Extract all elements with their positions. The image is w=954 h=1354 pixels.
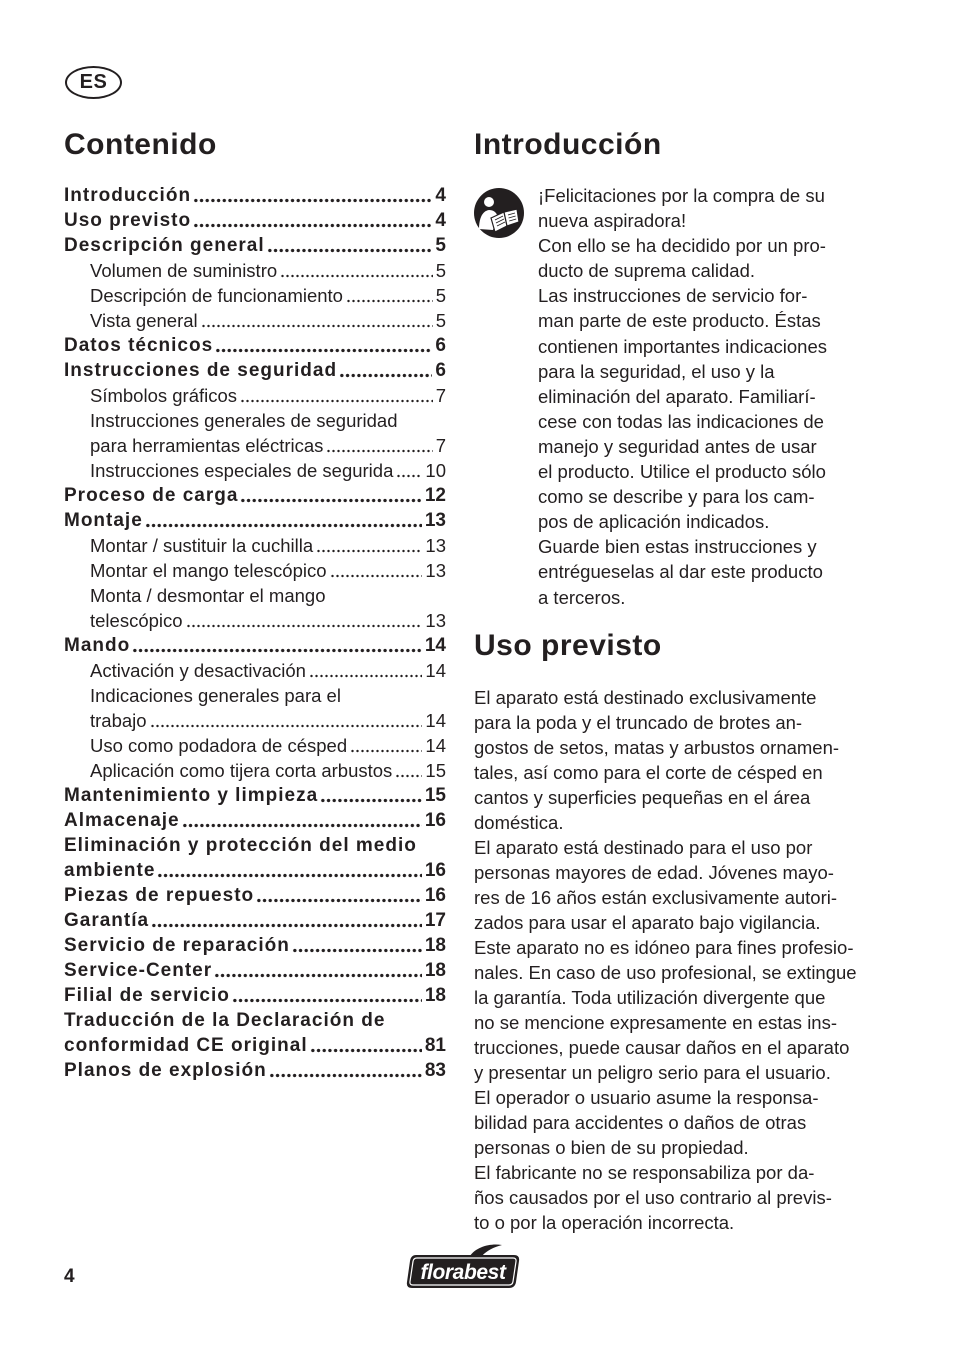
toc-entry-title: Activación y desactivación — [90, 660, 306, 681]
toc-entry-page: 5 — [435, 260, 446, 281]
toc-line — [64, 933, 446, 958]
toc-line — [64, 558, 446, 583]
text-line: El operador o usuario asume la responsa- — [474, 1087, 819, 1108]
page-number: 4 — [64, 1266, 75, 1287]
text-line: ños causados por el uso contrario al previs- — [474, 1187, 832, 1208]
toc-line — [64, 333, 446, 358]
toc-entry-title: Volumen de suministro — [90, 260, 278, 281]
text-line: no se mencione expresamente en estas ins- — [474, 1012, 838, 1033]
toc-subentry — [64, 683, 446, 733]
toc-entry-page: 16 — [424, 885, 446, 906]
toc-entry — [64, 333, 446, 358]
read-instructions-icon — [473, 185, 525, 241]
toc-line — [64, 683, 446, 708]
toc-entry-title: Mando — [64, 635, 131, 656]
toc-subentry — [64, 258, 446, 283]
text-line: para la seguridad, el uso y la — [538, 360, 775, 382]
toc-line — [64, 408, 446, 433]
toc-line — [64, 833, 446, 858]
leader-dots — [346, 283, 433, 308]
toc-entry-title: Instrucciones generales de seguridad — [90, 410, 398, 431]
text-line: la garantía. Toda utilización divergente que — [474, 987, 826, 1008]
leader-dots — [193, 183, 432, 208]
toc-entry-page: 4 — [435, 185, 446, 206]
toc-entry-page: 13 — [425, 535, 446, 556]
toc-entry-title: Vista general — [90, 310, 198, 331]
text-line: nueva aspiradora! — [538, 210, 687, 232]
toc-line — [64, 733, 446, 758]
toc-entry-title: Piezas de repuesto — [64, 885, 255, 906]
leader-dots — [132, 633, 422, 658]
icon-reader-head — [484, 197, 494, 207]
text-line: man parte de este producto. Éstas — [538, 310, 821, 332]
text-line: nales. En caso de uso profesional, se extingue — [474, 962, 857, 983]
toc-entry-page: 4 — [435, 210, 446, 231]
leader-dots — [232, 983, 422, 1008]
toc-entry-page: 83 — [424, 1060, 446, 1081]
text-line: pos de aplicación indicados. — [538, 511, 770, 533]
toc-entry — [64, 908, 446, 933]
toc-entry-title: Aplicación como tijera corta arbustos — [90, 760, 393, 781]
toc-entry-title: Planos de explosión — [64, 1060, 267, 1081]
text-line: El aparato está destinado para el uso por — [474, 837, 813, 858]
toc-subentry — [64, 758, 446, 783]
toc-entry-title: Monta / desmontar el mango — [90, 585, 326, 606]
toc-line — [64, 458, 446, 483]
toc-subentry — [64, 408, 446, 458]
text-line: cese con todas las indicaciones de — [538, 410, 824, 432]
text-line: to o por la operación incorrecta. — [474, 1212, 735, 1233]
toc-line — [64, 958, 446, 983]
toc-line — [64, 508, 446, 533]
toc-line — [64, 533, 446, 558]
toc-line — [64, 808, 446, 833]
toc-entry-title: Proceso de carga — [64, 485, 239, 506]
toc-entry-page: 5 — [435, 235, 446, 256]
text-line: el producto. Utilice el producto sólo — [538, 461, 826, 483]
toc-line — [64, 1058, 446, 1083]
toc-entry-page: 13 — [425, 560, 446, 581]
toc-entry-title: Instrucciones especiales de segurida — [90, 460, 394, 481]
leader-dots — [240, 383, 433, 408]
text-line: ¡Felicitaciones por la compra de su — [538, 185, 825, 206]
toc-entry-page: 13 — [425, 610, 446, 631]
text-line: personas o bien de su propiedad. — [474, 1137, 749, 1158]
toc-entry-title: Montar el mango telescópico — [90, 560, 327, 581]
leader-dots — [151, 908, 422, 933]
leader-dots — [267, 233, 433, 258]
toc-entry-title: Símbolos gráficos — [90, 385, 238, 406]
toc-entry-title: Instrucciones de seguridad — [64, 360, 338, 381]
toc-entry-page: 14 — [425, 660, 446, 681]
text-line: entrégueselas al dar este producto — [538, 561, 823, 583]
text-line: Las instrucciones de servicio for- — [538, 285, 808, 307]
leader-dots — [292, 933, 422, 958]
toc-subentry — [64, 658, 446, 683]
toc-entry-page: 6 — [435, 360, 446, 381]
text-line: zados para usar el aparato bajo vigilancia. — [474, 912, 821, 933]
toc-entry — [64, 183, 446, 208]
toc-line — [64, 583, 446, 608]
toc-entry — [64, 958, 446, 983]
toc-line — [64, 283, 446, 308]
toc-line — [64, 483, 446, 508]
intended-use-text — [474, 685, 857, 1235]
toc-subentry — [64, 308, 446, 333]
toc-line — [64, 608, 446, 633]
toc-entry-page: 18 — [424, 935, 446, 956]
toc-entry — [64, 233, 446, 258]
toc-entry — [64, 358, 446, 383]
toc-entry-title: Descripción de funcionamiento — [90, 285, 343, 306]
leader-dots — [201, 308, 433, 333]
leader-dots — [193, 208, 432, 233]
text-line: manejo y seguridad antes de usar — [538, 435, 817, 457]
toc-subentry — [64, 558, 446, 583]
toc-line — [64, 758, 446, 783]
toc-entry-page: 6 — [435, 335, 446, 356]
toc-line — [64, 883, 446, 908]
toc-entry — [64, 1058, 446, 1083]
leader-dots — [316, 533, 422, 558]
toc-entry — [64, 508, 446, 533]
toc-entry — [64, 633, 446, 658]
toc-entry-title: Servicio de reparación — [64, 935, 290, 956]
text-line: bilidad para accidentes o daños de otras — [474, 1112, 807, 1133]
toc-entry-page: 17 — [424, 910, 446, 931]
leader-dots — [310, 1033, 422, 1058]
leader-dots — [396, 458, 422, 483]
leader-dots — [395, 758, 422, 783]
toc-entry-page: 7 — [435, 385, 446, 406]
leader-dots — [150, 708, 423, 733]
text-line: Este aparato no es idóneo para fines profesio- — [474, 937, 854, 958]
toc-entry-title: Indicaciones generales para el — [90, 685, 341, 706]
leader-dots — [309, 658, 422, 683]
toc-entry — [64, 483, 446, 508]
toc-entry-page: 10 — [425, 460, 446, 481]
toc-line — [64, 258, 446, 283]
toc-entry — [64, 808, 446, 833]
toc-entry-title-continued: conformidad CE original — [64, 1035, 308, 1056]
leader-dots — [320, 783, 422, 808]
text-line: eliminación del aparato. Familiarí- — [538, 385, 816, 407]
toc-entry-page: 15 — [424, 785, 446, 806]
toc-entry-page: 16 — [424, 860, 446, 881]
leader-dots — [145, 508, 422, 533]
leader-dots — [186, 608, 423, 633]
toc-entry-title: Filial de servicio — [64, 985, 230, 1006]
leader-dots — [240, 483, 421, 508]
toc-line — [64, 783, 446, 808]
toc-entry-page: 18 — [424, 985, 446, 1006]
leader-dots — [256, 883, 422, 908]
text-line: tales, así como para el corte de césped en — [474, 762, 823, 783]
toc-subentry — [64, 733, 446, 758]
toc-line — [64, 1033, 446, 1058]
toc-entry-title: Service-Center — [64, 960, 213, 981]
text-line: a terceros. — [538, 586, 626, 608]
text-line: cantos y superficies pequeñas en el área — [474, 787, 811, 808]
toc-entry-title: Descripción general — [64, 235, 265, 256]
toc-entry — [64, 783, 446, 808]
toc-line — [64, 233, 446, 258]
toc-entry-title: Garantía — [64, 910, 150, 931]
text-line: El aparato está destinado exclusivamente — [474, 687, 817, 708]
toc-entry-title-continued: para herramientas eléctricas — [90, 435, 324, 456]
text-line: para la poda y el truncado de brotes an- — [474, 712, 803, 733]
toc-entry-title: Datos técnicos — [64, 335, 214, 356]
toc-entry-title: Montaje — [64, 510, 143, 531]
text-line: El fabricante no se responsabiliza por da- — [474, 1162, 815, 1183]
toc-entry-page: 13 — [424, 510, 446, 531]
logo-leaf — [470, 1244, 502, 1256]
leader-dots — [330, 558, 423, 583]
toc-line — [64, 208, 446, 233]
toc-entry-title-continued: telescópico — [90, 610, 183, 631]
toc-entry — [64, 983, 446, 1008]
toc-line — [64, 633, 446, 658]
toc-line — [64, 433, 446, 458]
toc-line — [64, 308, 446, 333]
toc-entry — [64, 833, 446, 883]
toc-line — [64, 383, 446, 408]
text-line: res de 16 años están exclusivamente autori- — [474, 887, 838, 908]
logo-wordmark: florabest — [420, 1261, 506, 1284]
leader-dots — [280, 258, 433, 283]
toc-entry-title: Uso como podadora de césped — [90, 735, 348, 756]
text-line: trucciones, puede causar daños en el aparato — [474, 1037, 850, 1058]
leader-dots — [182, 808, 422, 833]
text-line: ducto de suprema calidad. — [538, 260, 755, 282]
toc-line — [64, 983, 446, 1008]
language-badge: ES — [65, 66, 122, 99]
toc-entry-page: 7 — [435, 435, 446, 456]
toc-line — [64, 858, 446, 883]
text-line: contienen importantes indicaciones — [538, 335, 827, 357]
text-line: doméstica. — [474, 812, 564, 833]
toc-entry-page: 14 — [424, 635, 446, 656]
leader-dots — [339, 358, 432, 383]
toc-entry — [64, 933, 446, 958]
text-line: gostos de setos, matas y arbustos ornamen- — [474, 737, 840, 758]
toc-entry-title: Montar / sustituir la cuchilla — [90, 535, 314, 556]
toc-line — [64, 708, 446, 733]
toc-entry-title: Uso previsto — [64, 210, 192, 231]
toc-subentry — [64, 283, 446, 308]
text-line: como se describe y para los cam- — [538, 486, 815, 508]
toc-line — [64, 183, 446, 208]
leader-dots — [214, 958, 422, 983]
toc-entry-page: 16 — [424, 810, 446, 831]
toc-entry-title: Traducción de la Declaración de — [64, 1010, 386, 1031]
leader-dots — [350, 733, 422, 758]
toc-entry-title: Eliminación y protección del medio — [64, 835, 417, 856]
leader-dots — [215, 333, 432, 358]
leader-dots — [326, 433, 432, 458]
toc-entry — [64, 883, 446, 908]
toc-entry-title-continued: trabajo — [90, 710, 147, 731]
toc-subentry — [64, 458, 446, 483]
text-line: y presentar un peligro serio para el usuario. — [474, 1062, 831, 1083]
intended-use-heading: Uso previsto — [474, 629, 662, 662]
toc-entry-page: 81 — [424, 1035, 446, 1056]
toc-entry-title: Introducción — [64, 185, 192, 206]
toc-entry-page: 15 — [425, 760, 446, 781]
toc-entry-title-continued: ambiente — [64, 860, 156, 881]
florabest-logo — [404, 1243, 522, 1291]
toc-entry-page: 5 — [435, 310, 446, 331]
text-line: Con ello se ha decidido por un pro- — [538, 235, 826, 257]
toc-entry-page: 5 — [435, 285, 446, 306]
toc-entry-page: 12 — [424, 485, 446, 506]
introduction-text — [538, 183, 857, 610]
toc-subentry — [64, 583, 446, 633]
toc-entry-page: 18 — [424, 960, 446, 981]
text-line: personas mayores de edad. Jóvenes mayo- — [474, 862, 834, 883]
toc-entry-page: 14 — [425, 735, 446, 756]
contents-heading: Contenido — [64, 128, 217, 161]
toc-entry-title: Mantenimiento y limpieza — [64, 785, 319, 806]
text-line: Guarde bien estas instrucciones y — [538, 536, 817, 558]
toc-line — [64, 1008, 446, 1033]
toc-line — [64, 658, 446, 683]
toc-entry-title: Almacenaje — [64, 810, 180, 831]
toc-line — [64, 358, 446, 383]
leader-dots — [269, 1058, 422, 1083]
toc-entry — [64, 1008, 446, 1058]
leader-dots — [157, 858, 421, 883]
toc-entry — [64, 208, 446, 233]
introduction-heading: Introducción — [474, 128, 662, 161]
toc-entry-page: 14 — [425, 710, 446, 731]
toc-line — [64, 908, 446, 933]
toc-subentry — [64, 383, 446, 408]
table-of-contents — [64, 183, 446, 1083]
toc-subentry — [64, 533, 446, 558]
